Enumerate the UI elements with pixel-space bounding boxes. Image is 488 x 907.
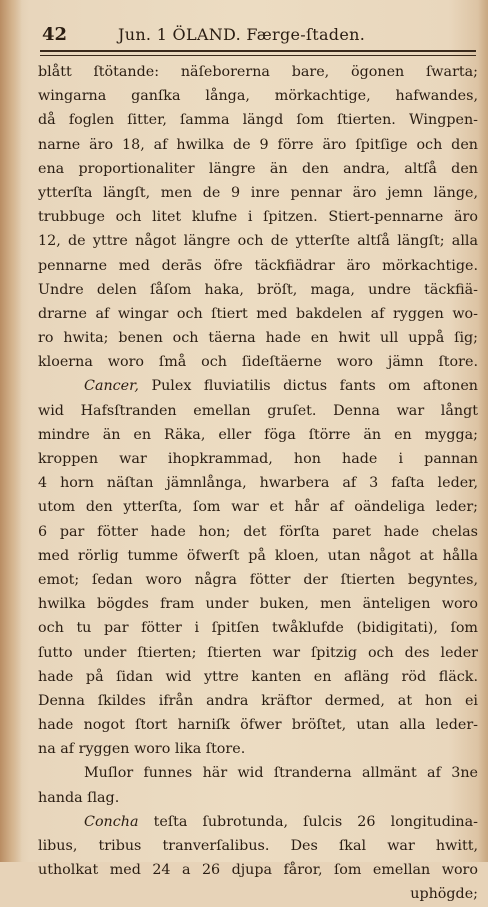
line-text: utholkat med 24 a 26 djupa fåror, ſom emellan woro [38,862,478,879]
text-line [38,399,478,423]
text-line [38,374,478,398]
text-line [38,302,478,326]
line-text: hade på ſidan wid yttre kanten en afläng röd fläck. [38,668,478,685]
text-line [38,592,478,616]
line-text: handa ſlag. [38,789,120,806]
text-line [38,133,478,157]
text-line [38,544,478,568]
text-line [38,84,478,108]
page-number: 42 [42,24,68,45]
line-text: ſutto under ſtierten; ſtierten war ſpitzig och des leder [38,644,478,661]
line-text: teſta ſubrotunda, ſulcis 26 longitudina- [138,813,478,830]
line-text: då foglen ſitter, ſamma längd ſom ſtierten. Wingpen- [38,112,478,129]
page-header [40,22,472,48]
line-text: drarne af wingar och ſtiert med bakdelen af ryggen wo- [38,305,478,322]
text-line [38,713,478,737]
text-line [38,423,478,447]
line-text: emot; ſedan woro några fötter der ſtierten begyntes, [38,571,478,588]
line-text: ro hwita; benen och täerna hade en hwit ull uppå ſig; [38,330,478,347]
text-line [38,157,478,181]
line-text: libus, tribus tranverſalibus. Des ſkal war hwitt, [38,838,478,854]
text-line [38,254,478,278]
text-line [38,616,478,640]
line-text: och tu par fötter i ſpitſen twåklufde (bidigitati), ſom [38,620,478,637]
line-text: 12, de yttre något längre och de ytterſte altſå längſt; alla [38,233,478,250]
text-line [38,520,478,544]
line-text: med rörlig tumme öfwerſt på kloen, utan något at hålla [38,547,478,564]
text-line [38,205,478,229]
line-text: 4 horn näſtan jämnlånga, hwarbera af 3 faſta leder, [38,475,478,492]
text-line [38,665,478,689]
line-text: ena proportionaliter längre än den andra, altſå den [38,160,478,177]
text-line [38,882,478,906]
text-line [38,761,478,785]
line-text: utom den ytterſta, ſom war et hår af oändeliga leder; [38,499,478,516]
text-line [38,181,478,205]
italic-term: Cancer, [84,378,139,395]
line-text: Undre delen ſåſom haka, bröſt, maga, undre täckfiä- [38,281,478,298]
line-text: kroppen war ihopkrammad, hon hade i pannan [38,451,478,467]
text-line [38,278,478,302]
line-text: hade nogot ſtort harniſk öfwer bröſtet, utan alla leder- [38,717,478,734]
text-line [38,689,478,713]
line-text: wid Hafsſtranden emellan gruſet. Denna war långt [38,402,478,419]
text-line [38,229,478,253]
text-line [38,350,478,374]
line-text: wingarna ganſka långa, mörkachtige, hafwandes, [38,88,478,105]
page-edge-shadow [478,0,488,862]
text-line [38,786,478,810]
line-text: Muſlor funnes här wid ſtranderna allmänt af 3ne [84,765,478,782]
text-line [38,60,478,84]
line-text: 6 par fötter hade hon; det förſta paret hade chelas [38,523,478,540]
text-line [38,108,478,132]
line-text: pennarne med derās öfre täckfiädrar äro mörkachtige. [38,257,478,274]
line-text: Denna ſkildes ifrån andra kräftor dermed, at hon ei [38,692,478,709]
text-line [38,737,478,761]
line-text: blått ſtötande: näſeborerna bare, ögonen ſwarta; [38,64,478,80]
text-line [38,641,478,665]
text-line [38,326,478,350]
line-text: na af ryggen woro lika ſtore. [38,741,246,758]
line-text: kloerna woro ſmå och ſideſtäerne woro jämn ſtore. [38,354,478,371]
italic-term: Concha [84,813,139,830]
text-line [38,568,478,592]
header-rule [40,50,476,56]
text-line [38,447,478,471]
line-text: mindre än en Räka, eller föga ſtörre än en mygga; [38,426,478,443]
text-line [38,834,478,858]
running-head: Jun. 1 ÖLAND. Færge-ſtaden. [118,25,366,44]
line-text: hwilka bögdes fram under buken, men änteligen woro [38,596,478,613]
line-text: ytterſta längſt, men de 9 inre pennar äro jemn länge, [38,184,478,201]
line-text: narne äro 18, af hwilka de 9 förre äro ſpitſige och den [38,136,478,153]
text-line [38,471,478,495]
book-spine-shadow [0,0,22,862]
line-text: Pulex fluviatilis dictus fants om aftonen [138,378,478,395]
line-text: trubbuge och litet klufne i ſpitzen. Stiert-pennarne äro [38,209,478,226]
text-line [38,810,478,834]
body-text [38,60,478,907]
text-line [38,495,478,519]
line-text: uphögde; [410,886,478,903]
